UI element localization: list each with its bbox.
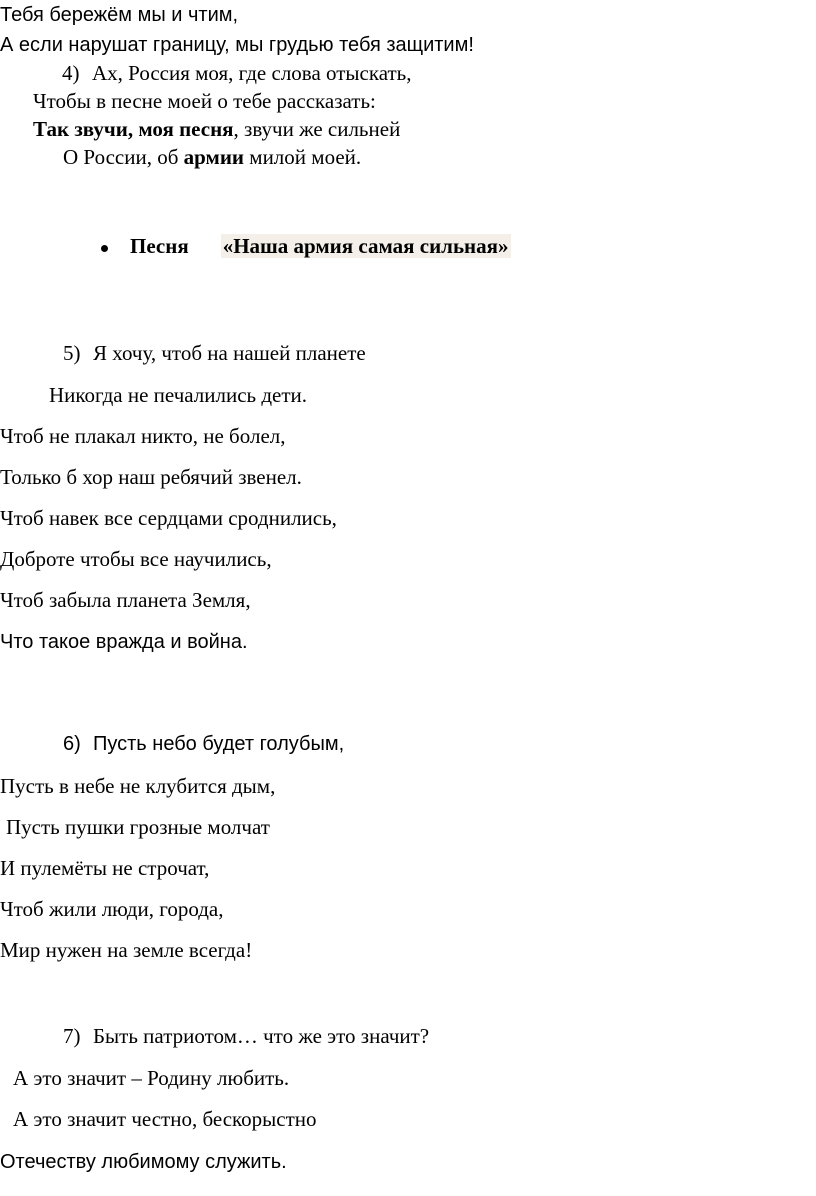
stanza-number: 6): [63, 733, 81, 755]
poem-line: Быть патриотом… что же это значит?: [93, 1024, 430, 1048]
poem-line: А это значит честно, бескорыстно: [13, 1107, 317, 1131]
poem-line: Чтоб жили люди, города,: [0, 897, 224, 921]
poem-line-mixed: [63, 147, 361, 168]
poem-line: Отечеству любимому служить.: [0, 1151, 287, 1173]
poem-line: Чтобы в песне моей о тебе рассказать:: [33, 89, 376, 113]
song-heading: [101, 234, 511, 259]
stanza-7-first-line: [63, 1026, 429, 1047]
poem-line: Мир нужен на земле всегда!: [0, 938, 253, 962]
poem-line: Доброте чтобы все научились,: [0, 547, 272, 571]
poem-line: Чтоб не плакал никто, не болел,: [0, 424, 286, 448]
poem-line: И пулемёты не строчат,: [0, 856, 210, 880]
poem-text: О России, об: [63, 145, 184, 169]
poem-line: Пусть в небе не клубится дым,: [0, 774, 276, 798]
poem-line: Только б хор наш ребячий звенел.: [0, 465, 302, 489]
poem-line: Пусть пушки грозные молчат: [6, 815, 270, 839]
stanza-number: 7): [63, 1024, 81, 1048]
poem-text: , звучи же сильней: [233, 117, 401, 141]
stanza-4-first-line: [62, 63, 412, 84]
poem-text: милой моей.: [244, 145, 362, 169]
stanza-number: 5): [63, 341, 81, 365]
song-title: «Наша армия самая сильная»: [222, 234, 509, 258]
poem-line: Пусть небо будет голубым,: [93, 733, 345, 755]
poem-line: А если нарушат границу, мы грудью тебя защитим!: [0, 34, 474, 56]
poem-line: Чтоб навек все сердцами сроднились,: [0, 506, 337, 530]
bold-word: армии: [183, 145, 245, 169]
poem-line: А это значит – Родину любить.: [13, 1066, 290, 1090]
poem-line: Чтоб забыла планета Земля,: [0, 588, 251, 612]
poem-line: Что такое вражда и война.: [0, 631, 248, 653]
stanza-5-first-line: [63, 343, 366, 364]
poem-line: Ах, Россия моя, где слова отыскать,: [92, 61, 412, 85]
stanza-6-first-line: [63, 734, 344, 754]
poem-line: Я хочу, чтоб на нашей планете: [93, 341, 366, 365]
bold-phrase: Так звучи, моя песня: [33, 117, 234, 141]
poem-line: Тебя бережём мы и чтим,: [0, 4, 239, 26]
poem-line-mixed: [33, 119, 400, 140]
stanza-number: 4): [62, 61, 80, 85]
poem-line: Никогда не печалились дети.: [49, 383, 308, 407]
bullet-icon: [101, 245, 108, 252]
song-label: Песня: [130, 234, 189, 258]
